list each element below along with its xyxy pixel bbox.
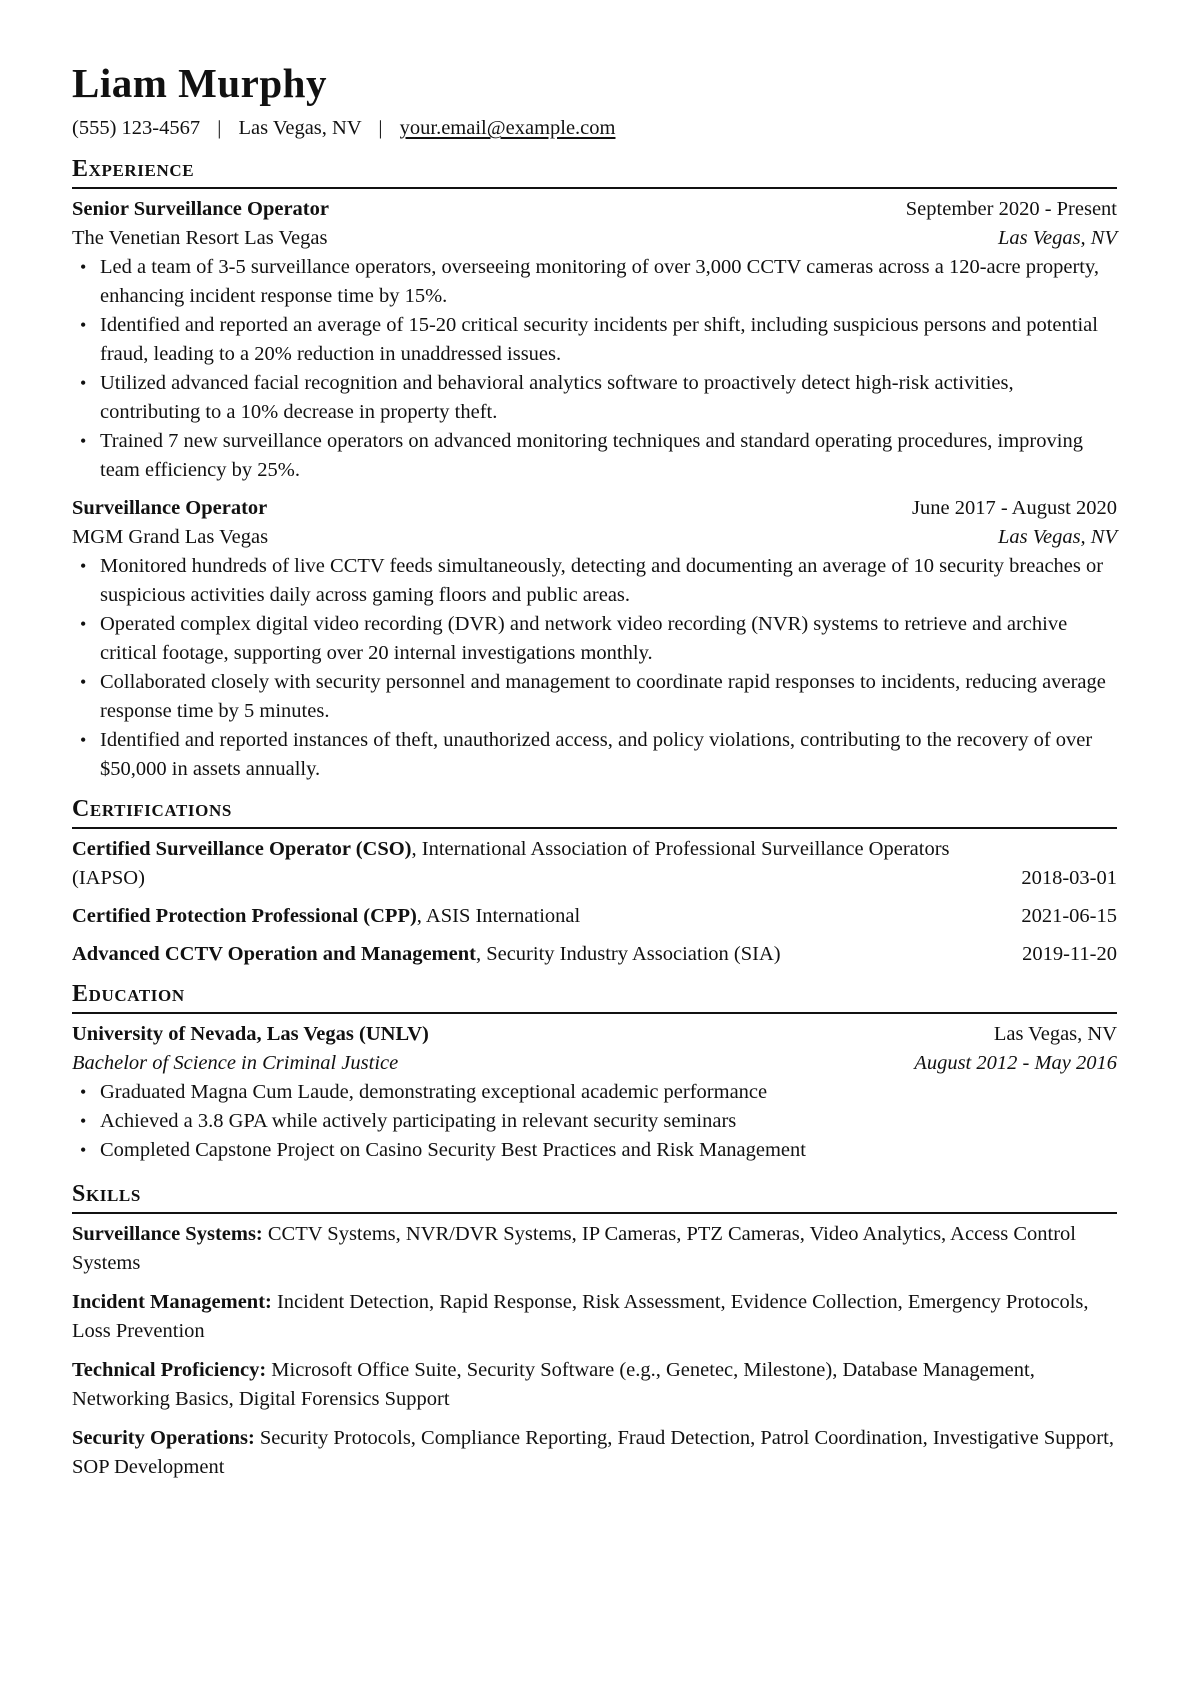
bullet-item: • Collaborated closely with security personnel and management to coordinate rapid responses to incidents, reducing average response time by 5 minutes. [72,668,1117,726]
skill-group [72,1220,1117,1278]
skill-category: Technical Proficiency: [72,1359,267,1381]
skill-items: Security Protocols, Compliance Reporting, Fraud Detection, Patrol Coordination, Investigative Support, SOP Development [72,1427,1114,1478]
education-section [72,979,1117,1165]
job-location: Las Vegas, NV [997,526,1117,548]
bullet-item: • Trained 7 new surveillance operators on advanced monitoring techniques and standard operating procedures, improving team efficiency by 25%. [72,427,1117,485]
section-title-skills: Skills [72,1181,141,1207]
job-company: The Venetian Resort Las Vegas [72,227,328,249]
section-divider [72,187,1117,189]
bullet-item: • Identified and reported instances of theft, unauthorized access, and policy violations, contributing to the recovery of over $50,000 in assets annually. [72,726,1117,784]
certifications-section [72,794,1117,969]
contact-line [72,114,1117,142]
skill-category: Incident Management: [72,1291,272,1313]
certification-name: Certified Protection Professional (CPP) [72,905,417,927]
degree: Bachelor of Science in Criminal Justice [72,1052,399,1074]
bullet-item: • Led a team of 3-5 surveillance operators, overseeing monitoring of over 3,000 CCTV cameras across a 120-acre property, enhancing incident response time by 15%. [72,253,1117,311]
skill-group [72,1288,1117,1346]
skill-items: CCTV Systems, NVR/DVR Systems, IP Cameras, PTZ Cameras, Video Analytics, Access Control Systems [72,1223,1076,1274]
candidate-name: Liam Murphy [72,60,327,106]
bullet-item: • Achieved a 3.8 GPA while actively participating in relevant security seminars [72,1107,1117,1136]
bullet-item: • Operated complex digital video recording (DVR) and network video recording (NVR) systems to retrieve and archive critical footage, supporting over 20 internal investigations monthly. [72,610,1117,668]
job-entry [72,195,1117,485]
email-link[interactable]: your.email@example.com [399,117,616,139]
certification-date: 2021-06-15 [1021,905,1117,927]
certification-date: 2018-03-01 [1021,867,1117,889]
resume-page [72,58,1117,1492]
job-entry [72,494,1117,784]
certification-name: Advanced CCTV Operation and Management [72,943,476,965]
section-divider [72,827,1117,829]
job-company: MGM Grand Las Vegas [72,526,269,548]
certification-issuer: , ASIS International [416,905,581,927]
skill-items: Incident Detection, Rapid Response, Risk Assessment, Evidence Collection, Emergency Protocols, Loss Prevention [72,1291,1089,1342]
experience-section [72,154,1117,784]
education-dates: August 2012 - May 2016 [914,1052,1117,1074]
location: Las Vegas, NV [238,117,362,139]
education-bullets [72,1078,1117,1165]
job-bullets [72,552,1117,784]
section-title-education: Education [72,981,185,1007]
skill-category: Security Operations: [72,1427,255,1449]
job-dates: June 2017 - August 2020 [912,497,1117,519]
skill-group [72,1356,1117,1414]
bullet-item: • Graduated Magna Cum Laude, demonstrating exceptional academic performance [72,1078,1117,1107]
certification-entry [72,835,1117,893]
skill-group [72,1424,1117,1482]
job-location: Las Vegas, NV [997,227,1117,249]
separator: | [378,117,383,139]
skills-section [72,1179,1117,1482]
bullet-item: • Utilized advanced facial recognition and behavioral analytics software to proactively detect high-risk activities, contributing to a 10% decrease in property theft. [72,369,1117,427]
skill-category: Surveillance Systems: [72,1223,263,1245]
bullet-item: • Monitored hundreds of live CCTV feeds simultaneously, detecting and documenting an average of 10 security breaches or suspicious activities daily across gaming floors and public areas. [72,552,1117,610]
section-title-certifications: Certifications [72,796,232,822]
certification-issuer: , Security Industry Association (SIA) [475,943,781,965]
certification-date: 2019-11-20 [1022,943,1117,965]
certification-entry [72,940,1117,969]
skill-items: Microsoft Office Suite, Security Software (e.g., Genetec, Milestone), Database Management, Networking Basics, Digital Forensics Support [72,1359,1035,1410]
section-divider [72,1012,1117,1014]
separator: | [217,117,222,139]
job-dates: September 2020 - Present [905,198,1117,220]
certification-issuer: , International Association of Professional Surveillance Operators (IAPSO) [72,838,950,889]
bullet-item: • Completed Capstone Project on Casino Security Best Practices and Risk Management [72,1136,1117,1165]
phone: (555) 123-4567 [72,117,201,139]
section-divider [72,1212,1117,1214]
certification-entry [72,902,1117,931]
job-bullets [72,253,1117,485]
school-location: Las Vegas, NV [993,1023,1117,1045]
section-title-experience: Experience [72,156,195,182]
school-name: University of Nevada, Las Vegas (UNLV) [72,1023,429,1045]
certification-name: Certified Surveillance Operator (CSO) [72,838,412,860]
bullet-item: • Identified and reported an average of 15-20 critical security incidents per shift, including suspicious persons and potential fraud, leading to a 20% reduction in unaddressed issues. [72,311,1117,369]
job-title: Surveillance Operator [72,497,268,519]
job-title: Senior Surveillance Operator [72,198,329,220]
